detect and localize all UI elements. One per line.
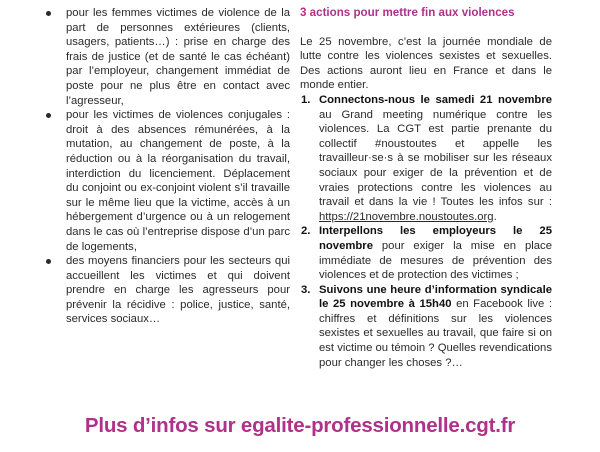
action-text-end: . — [493, 210, 497, 223]
bullet-icon — [46, 113, 51, 118]
bullet-icon — [46, 259, 51, 264]
noustoutes-link[interactable]: https://21novembre.noustoutes.org — [319, 210, 494, 223]
list-item — [38, 6, 290, 108]
action-heading: Connectons-nous le samedi 21 novembre — [319, 93, 552, 106]
right-column — [300, 6, 552, 370]
bullet-icon — [46, 11, 51, 16]
action-text: au Grand meeting numérique contre les violences. La CGT est partie prenante du collectif #noustoutes et appelle les travailleur·se·s à se mobiliser sur les réseaux sociaux pour exiger de la prévention et de vraies protections contre les violences au travail et dans la vie ! Toutes les infos sur : — [319, 108, 552, 209]
footer-link[interactable]: Plus d’infos sur egalite-professionnelle.cgt.fr — [84, 414, 516, 437]
section-title: 3 actions pour mettre fin aux violences — [300, 6, 515, 19]
actions-list — [300, 93, 552, 370]
action-number: 3. — [301, 283, 311, 296]
action-heading: Suivons une heure d’information syndicale le 25 novembre à 15h40 — [319, 283, 552, 311]
action-text: pour exiger la mise en place immédiate de mesures de prévention des violences et de protection des victimes ; — [319, 239, 552, 282]
action-item-3 — [300, 283, 552, 371]
action-number: 2. — [301, 225, 311, 238]
action-item-2 — [300, 224, 552, 282]
list-item-text: des moyens financiers pour les secteurs qui accueillent les victimes et qui doivent prendre en charge les agresseurs pour prévenir la récidive : police, justice, santé, services sociaux… — [66, 255, 290, 326]
action-heading: Interpellons les employeurs le 25 novembre — [319, 225, 552, 252]
action-number: 1. — [301, 93, 311, 106]
action-text: en Facebook live : chiffres et définitions sur les violences sexistes et sexuelles au travail, que faire si on est victime ou témoin ? Quelles revendications pour changer les choses ?… — [319, 298, 552, 369]
list-item — [38, 108, 290, 254]
list-item-text: pour les victimes de violences conjugales : droit à des absences rémunérées, à la mutation, au changement de poste, à la réduction ou à la réorganisation du travail, interdiction du licenciement. Déplacement du conjoint ou ex-conjoint violent s’il travaille sur le même lieu que la victime, accès à un hébergement d’urgence ou à un relogement dans le cas où l’entreprise dispose d’un parc de logements, — [66, 109, 290, 253]
demands-list — [38, 6, 290, 327]
list-item-text: pour les femmes victimes de violence de la part de personnes extérieures (clients, usagers, patients…) : prise en charge des frais de justice (et de santé le cas échéant) par l’employeur, changement immédiat de poste pour ne plus être en contact avec l’agresseur, — [66, 7, 290, 107]
list-item — [38, 254, 290, 327]
left-column — [38, 6, 290, 327]
intro-paragraph: Le 25 novembre, c’est la journée mondiale de lutte contre les violences sexistes et sexuelles. Des actions auront lieu en France et dans le monde entier. — [300, 35, 552, 92]
action-item-1 — [300, 93, 552, 224]
